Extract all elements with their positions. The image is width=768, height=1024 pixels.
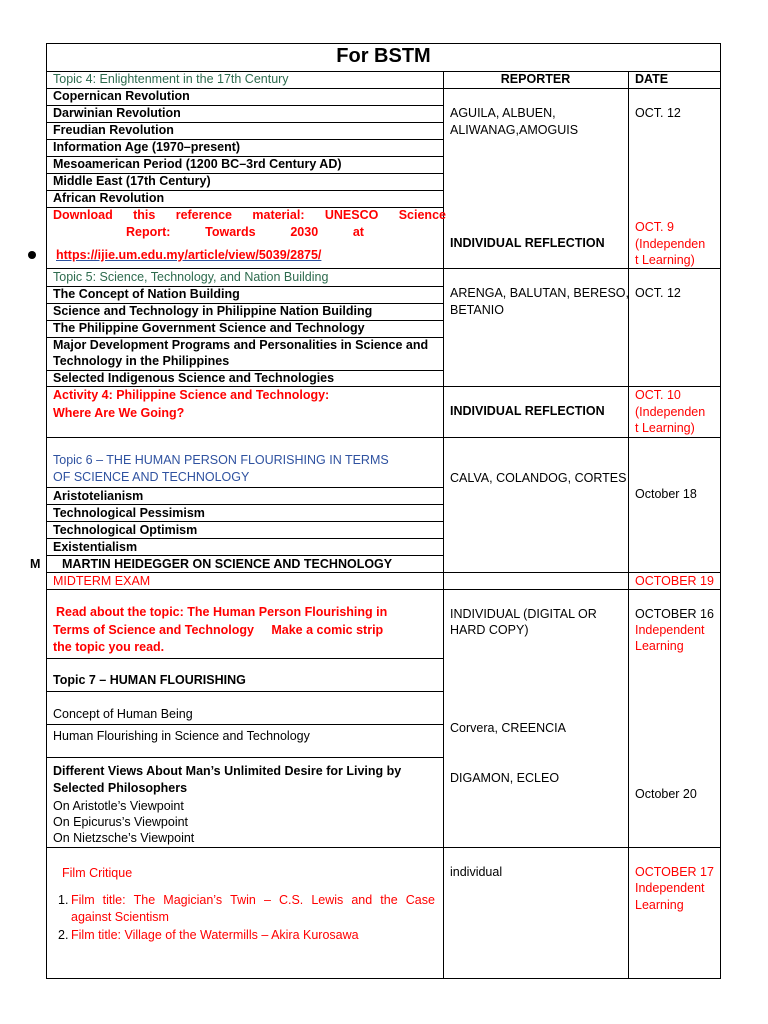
- activity4-date: (Independen: [635, 405, 706, 419]
- topic4-item: African Revolution: [53, 191, 165, 205]
- topic7-concept: Concept of Human Being: [53, 707, 193, 721]
- topic5-reporter: ARENGA, BALUTAN, BERESO,: [450, 286, 629, 300]
- topic6-item: MARTIN HEIDEGGER ON SCIENCE AND TECHNOLOGY: [62, 557, 393, 571]
- column-header-date: DATE: [635, 72, 669, 86]
- topic6-reporter: CALVA, COLANDOG, CORTES: [450, 471, 627, 485]
- download-instruction-line2: [126, 224, 364, 241]
- row-divider: [46, 437, 721, 438]
- film-item: Film title: Village of the Watermills – Akira Kurosawa: [71, 928, 359, 942]
- topic4-title: Topic 4: Enlightenment in the 17th Century: [53, 72, 289, 86]
- download-word: 2030: [290, 225, 319, 239]
- film-date: Learning: [635, 898, 684, 912]
- download-word: at: [352, 225, 364, 239]
- activity4-title: Where Are We Going?: [53, 406, 185, 420]
- row-divider: [443, 88, 721, 89]
- column-divider-date: [628, 71, 629, 979]
- topic6-date: October 18: [635, 487, 697, 501]
- reading-task: Terms of Science and Technology Make a comic strip: [53, 623, 384, 637]
- reading-date: OCTOBER 16: [635, 607, 714, 621]
- topic5-item: Technology in the Philippines: [53, 354, 230, 368]
- topic5-reflection: INDIVIDUAL REFLECTION: [450, 404, 605, 418]
- topic5-title: Topic 5: Science, Technology, and Nation Building: [53, 270, 329, 284]
- topic6-item: Technological Optimism: [53, 523, 198, 537]
- topic5-item: Selected Indigenous Science and Technologies: [53, 371, 335, 385]
- film-item: [71, 892, 435, 909]
- download-word: UNESCO: [324, 208, 379, 222]
- topic7-date: October 20: [635, 787, 697, 801]
- film-word: –: [263, 893, 271, 907]
- row-divider: [46, 658, 443, 659]
- film-reporter: individual: [450, 865, 503, 879]
- row-divider: [46, 724, 443, 725]
- topic6-title: OF SCIENCE AND TECHNOLOGY: [53, 470, 250, 484]
- topic7-views: Different Views About Man’s Unlimited Desire for Living by: [53, 764, 402, 778]
- topic6-item: Aristotelianism: [53, 489, 144, 503]
- bullet-icon: [28, 251, 36, 259]
- topic5-item: Major Development Programs and Personalities in Science and: [53, 338, 429, 352]
- topic5-reporter: BETANIO: [450, 303, 504, 317]
- film-date: OCTOBER 17: [635, 865, 714, 879]
- topic6-item: Existentialism: [53, 540, 138, 554]
- topic7-title: Topic 7 – HUMAN FLOURISHING: [53, 673, 246, 687]
- topic4-reflection: INDIVIDUAL REFLECTION: [450, 236, 605, 250]
- film-word: title:: [102, 893, 126, 907]
- topic4-date: OCT. 12: [635, 106, 681, 120]
- topic7-flourishing: Human Flourishing in Science and Technology: [53, 729, 310, 743]
- topic7-viewpoint: On Aristotle’s Viewpoint: [53, 799, 184, 813]
- reference-link[interactable]: https://ijie.um.edu.my/article/view/5039/2875/: [56, 248, 322, 262]
- topic5-date: OCT. 12: [635, 286, 681, 300]
- film-word: Lewis: [311, 893, 344, 907]
- column-header-reporter: REPORTER: [500, 72, 571, 86]
- topic5-item: The Philippine Government Science and Technology: [53, 321, 365, 335]
- film-word: The: [133, 893, 156, 907]
- topic6-title: Topic 6 – THE HUMAN PERSON FLOURISHING IN TERMS: [53, 453, 389, 467]
- activity4-title: Activity 4: Philippine Science and Technology:: [53, 388, 330, 402]
- film-item: against Scientism: [71, 910, 169, 924]
- reading-task: the topic you read.: [53, 640, 165, 654]
- topic7-reporter: DIGAMON, ECLEO: [450, 771, 560, 785]
- download-word: Report:: [126, 225, 171, 239]
- topic4-reflection-date: OCT. 9: [635, 220, 674, 234]
- download-word: Download: [53, 208, 113, 222]
- download-word: reference: [175, 208, 232, 222]
- topic7-reporter: Corvera, CREENCIA: [450, 721, 566, 735]
- film-word: C.S.: [278, 893, 304, 907]
- topic4-item: Darwinian Revolution: [53, 106, 181, 120]
- download-word: Towards: [205, 225, 256, 239]
- reading-reporter: INDIVIDUAL (DIGITAL OR: [450, 607, 597, 621]
- activity4-date: OCT. 10: [635, 388, 681, 402]
- film-word: the: [380, 893, 398, 907]
- topic7-views: Selected Philosophers: [53, 781, 188, 795]
- film-word: Case: [405, 893, 435, 907]
- topic4-reporter: AGUILA, ALBUEN,: [450, 106, 556, 120]
- midterm-label: MIDTERM EXAM: [53, 574, 151, 588]
- download-word: material:: [252, 208, 305, 222]
- topic4-reporter: ALIWANAG,AMOGUIS: [450, 123, 579, 137]
- row-divider: [46, 757, 443, 758]
- download-word: Science: [398, 208, 446, 222]
- reading-task: Read about the topic: The Human Person Flourishing in: [56, 605, 388, 619]
- row-divider: [46, 847, 721, 848]
- topic5-item: The Concept of Nation Building: [53, 287, 240, 301]
- film-item-number: 2.: [58, 928, 69, 942]
- topic4-item: Mesoamerican Period (1200 BC–3rd Century AD): [53, 157, 342, 171]
- film-word: Magician’s: [163, 893, 223, 907]
- topic7-viewpoint: On Epicurus’s Viewpoint: [53, 815, 189, 829]
- reading-date: Learning: [635, 639, 684, 653]
- topic7-viewpoint: On Nietzsche’s Viewpoint: [53, 831, 195, 845]
- film-word: Twin: [230, 893, 256, 907]
- film-title: Film Critique: [62, 866, 133, 880]
- film-item-number: 1.: [58, 893, 69, 907]
- midterm-date: OCTOBER 19: [635, 574, 714, 588]
- topic4-item: Information Age (1970–present): [53, 140, 241, 154]
- topic4-reflection-date: (Independen: [635, 237, 706, 251]
- topic4-item: Freudian Revolution: [53, 123, 174, 137]
- margin-mark: M: [30, 557, 41, 571]
- download-instruction: [53, 207, 446, 224]
- topic5-item: Science and Technology in Philippine Nation Building: [53, 304, 373, 318]
- film-word: Film: [71, 893, 95, 907]
- reading-date: Independent: [635, 623, 705, 637]
- download-word: this: [133, 208, 156, 222]
- reading-reporter: HARD COPY): [450, 623, 529, 637]
- page-title: For BSTM: [336, 45, 431, 67]
- topic4-item: Middle East (17th Century): [53, 174, 211, 188]
- topic4-reflection-date: t Learning): [635, 253, 695, 267]
- topic4-item: Copernican Revolution: [53, 89, 190, 103]
- row-divider: [46, 691, 443, 692]
- film-date: Independent: [635, 881, 705, 895]
- activity4-date: t Learning): [635, 421, 695, 435]
- topic6-item: Technological Pessimism: [53, 506, 205, 520]
- film-word: and: [351, 893, 373, 907]
